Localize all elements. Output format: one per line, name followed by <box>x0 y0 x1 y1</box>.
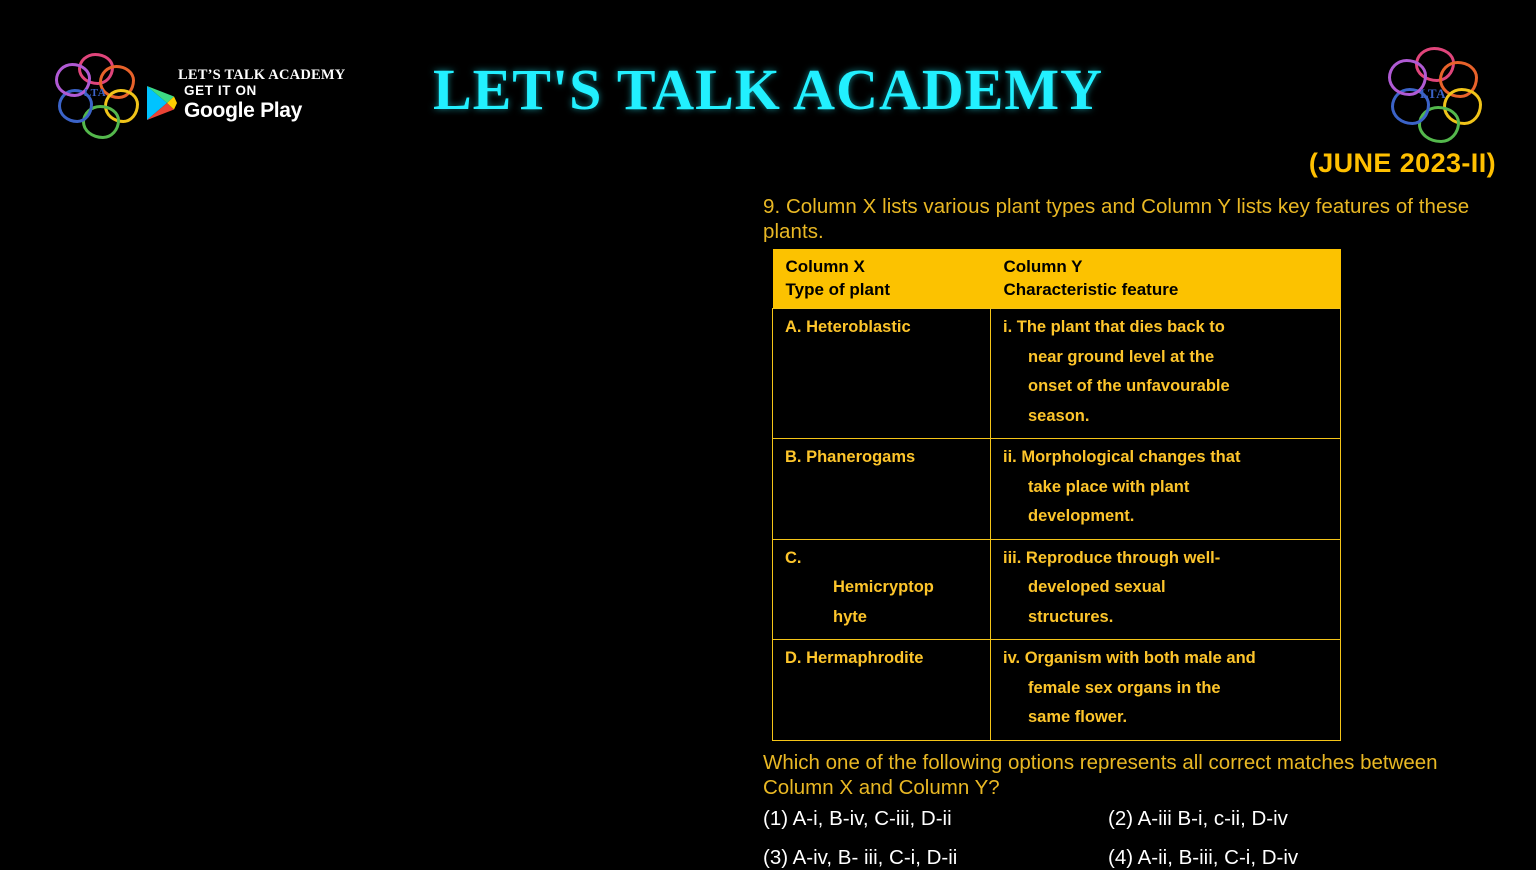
feature-cell-i <box>991 309 1341 439</box>
header-bar <box>0 0 1536 145</box>
column-x-title: Column X <box>785 257 865 276</box>
feature-cell-ii <box>991 439 1341 540</box>
option-4[interactable]: (4) A-ii, B-iii, C-i, D-iv <box>1108 845 1299 869</box>
feature-cell-iv <box>991 640 1341 741</box>
type-line: B. Phanerogams <box>785 448 916 466</box>
type-of-plant-cell-c <box>773 539 991 640</box>
feature-line: near ground level at the <box>1028 347 1215 366</box>
feature-line: development. <box>1028 507 1135 525</box>
type-of-plant-cell-d <box>773 640 991 741</box>
option-3[interactable]: (3) A-iv, B- iii, C-i, D-ii <box>763 845 958 869</box>
type-line: Hemicryptop <box>833 578 934 596</box>
column-x-header <box>773 249 991 309</box>
column-y-subtitle: Characteristic feature <box>1003 279 1179 299</box>
google-play-label: Google Play <box>184 99 303 123</box>
table-row <box>773 439 1341 540</box>
feature-line: take place with plant <box>1028 477 1190 496</box>
type-line: C. <box>785 548 802 567</box>
feature-line: same flower. <box>1028 708 1128 726</box>
table-row <box>773 309 1341 439</box>
column-y-header <box>991 249 1341 309</box>
table-row <box>773 640 1341 741</box>
feature-line: structures. <box>1028 607 1114 626</box>
exam-session-badge: (JUNE 2023-II) <box>1308 148 1496 178</box>
feature-line: season. <box>1028 406 1090 425</box>
type-line: A. Heteroblastic <box>785 318 911 336</box>
feature-line: developed sexual <box>1028 578 1166 596</box>
table-row <box>773 539 1341 640</box>
option-2[interactable]: (2) A-iii B-i, c-ii, D-iv <box>1108 806 1288 830</box>
option-1[interactable]: (1) A-i, B-iv, C-iii, D-ii <box>763 806 952 830</box>
follow-up-question: Which one of the following options represents all correct matches between Column X and Column Y? <box>763 750 1438 799</box>
corner-logo-lta-text: LTA <box>1419 86 1447 101</box>
question-panel <box>763 194 1503 870</box>
feature-cell-iii <box>991 539 1341 640</box>
question-stem: 9. Column X lists various plant types and Column Y lists key features of these plants. <box>763 195 1470 243</box>
column-y-title: Column Y <box>1003 257 1083 276</box>
lta-corner-logo-icon <box>1385 46 1481 142</box>
feature-line: ii. Morphological changes that <box>1003 448 1241 466</box>
feature-line: iv. Organism with both male and <box>1003 649 1256 667</box>
answer-options <box>763 806 1503 870</box>
feature-line: i. The plant that dies back to <box>1003 318 1225 336</box>
table-header-row <box>773 249 1341 309</box>
type-line: D. Hermaphrodite <box>785 649 924 667</box>
type-line: hyte <box>833 607 867 626</box>
logo-lta-text: LTA <box>83 87 107 99</box>
type-of-plant-cell-a <box>773 309 991 439</box>
page-title: LET'S TALK ACADEMY <box>432 57 1104 122</box>
play-badge-academy-line: LET’S TALK ACADEMY <box>178 66 346 83</box>
feature-line: onset of the unfavourable <box>1028 377 1230 395</box>
column-x-subtitle: Type of plant <box>785 279 891 299</box>
get-it-on-label: GET IT ON <box>184 82 257 98</box>
matching-table <box>772 249 1341 741</box>
type-of-plant-cell-b <box>773 439 991 540</box>
feature-line: iii. Reproduce through well- <box>1003 548 1221 567</box>
feature-line: female sex organs in the <box>1028 678 1221 697</box>
